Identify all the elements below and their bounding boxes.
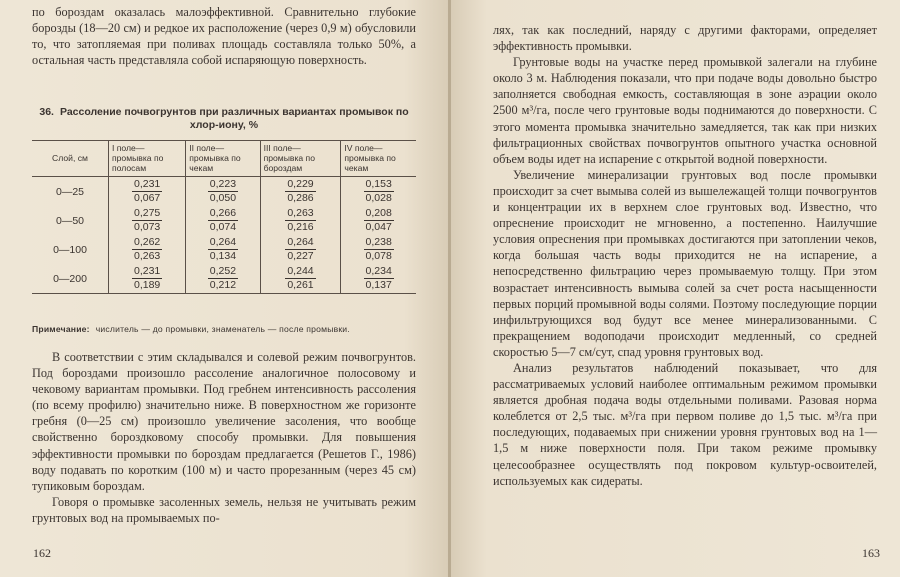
right-page <box>451 0 900 577</box>
denominator-after: 0,073 <box>133 221 161 233</box>
numerator-before: 0,208 <box>365 207 392 219</box>
page-number-right: 163 <box>862 546 880 560</box>
denominator-after: 0,074 <box>209 221 237 233</box>
header-field-4: IV поле—промывка по чекам <box>341 141 416 177</box>
denominator-after: 0,263 <box>133 250 161 262</box>
numerator-before: 0,264 <box>287 236 314 248</box>
table-note <box>32 324 416 334</box>
value-cell <box>186 206 260 235</box>
value-cell <box>186 235 260 264</box>
fraction <box>132 207 162 234</box>
numerator-before: 0,234 <box>365 265 392 277</box>
denominator-after: 0,134 <box>209 250 237 262</box>
paragraph-text: Увеличение минерализации грунтовых вод после промывки происходит за счет вымыва солей из вышележащей толщи почвогрунтов и концентрации их в верхнем слое грунтовых вод. Известно, что опреснение происходит не мгновенно, а постепенно. Наилучшие условия опреснения при промывках достигаются при затоплении чеков, когда большая часть воды приходится не на испарение, а непосредственно фильтрацию через промываемую толщу. При этом возрастает интенсивность вымыва солей за счет роста насыщенности первых порций промывной воды солями. Поэтому последующие порции инфильтрующихся вод будут все менее минерализованными. С прекращением водоподачи происходит медленный, со средней скоростью 5—7 см/сут, спад уровня грунтовых вод. <box>493 167 877 359</box>
desalination-table <box>32 140 416 294</box>
fraction <box>208 207 238 234</box>
numerator-before: 0,252 <box>209 265 237 277</box>
numerator-before: 0,229 <box>287 178 314 190</box>
numerator-before: 0,264 <box>209 236 237 248</box>
numerator-before: 0,262 <box>133 236 161 248</box>
paragraph-text: Грунтовые воды на участке перед промывкой залегали на глубине около 3 м. Наблюдения показали, что при подаче воды довольно быстро заполняется свободная емкость, составляющая в зоне аэрации около 2500 м³/га, после чего грунтовые воды поднимаются до поверхности. С этого момента промывка значительно замедляется, так как при низких фильтрационных свойствах почвогрунтов опытного участка основной объем воды идет на испарение с открытой водной поверхности. <box>493 55 877 166</box>
denominator-after: 0,137 <box>365 279 392 291</box>
paragraph-text: В соответствии с этим складывался и солевой режим почвогрунтов. Под бороздами произошло рассоление аналогичное полосовому и чековому вариантам промывки. Под гребнем интенсивность рассоления (по всему профилю) значительно ниже. В поверхностном же горизонте гребня (0—25 см) произошло увеличение засоления, что вообще свойственно бороздковому способу промывки. Для повышения эффективности промывки по бороздам предлагается (Решетов Г., 1986) воду подавать по коротким (100 м) и часто прорезанным (через 45 см) тупиковым бороздам. <box>32 350 416 493</box>
layer-cell: 0—25 <box>32 177 109 207</box>
numerator-before: 0,244 <box>287 265 314 277</box>
paragraph-text: Анализ результатов наблюдений показывает, что для рассматриваемых условий наиболее оптимальным режимом промывки является дробная подача воды отдельными поливами. Разовая норма колеблется от 2,5 тыс. м³/га при первом поливе до 1,5 тыс. м³/га при последующих, подаваемых при снижении уровня грунтовых вод на 1—1,5 м ниже поверхности поля. При таком режиме промывку целесообразнее осуществлять под покровом культур-освоителей, используемых как сидераты. <box>493 360 877 488</box>
note-text: числитель — до промывки, знаменатель — после промывки. <box>95 324 350 334</box>
fraction <box>132 178 162 205</box>
denominator-after: 0,286 <box>287 192 314 204</box>
value-cell <box>186 177 260 207</box>
header-field-1: I поле—промывка по полосам <box>109 141 186 177</box>
note-label: Примечание: <box>32 324 90 334</box>
denominator-after: 0,028 <box>365 192 392 204</box>
paragraph-text: лях, так как последний, наряду с другими факторами, определяет эффективность промывки. <box>493 23 877 54</box>
denominator-after: 0,067 <box>133 192 161 204</box>
numerator-before: 0,275 <box>133 207 161 219</box>
denominator-after: 0,078 <box>365 250 392 262</box>
denominator-after: 0,261 <box>287 279 314 291</box>
denominator-after: 0,189 <box>133 279 161 291</box>
fraction <box>208 178 238 205</box>
paragraph-text: по бороздам оказалась малоэффективной. Сравнительно глубокие борозды (18—20 см) и редкое их расположение (через 0,9 м) обусловили то, что затопляемая при поливах площадь составляла только 50%, а остальная часть представляла собой испаряющую поверхность. <box>32 5 416 68</box>
table-number: 36. <box>39 106 54 118</box>
value-cell <box>341 264 416 294</box>
left-top-paragraph <box>32 4 416 68</box>
numerator-before: 0,266 <box>209 207 237 219</box>
value-cell <box>260 206 341 235</box>
fraction <box>208 265 238 292</box>
fraction <box>208 236 238 263</box>
left-bottom-text <box>32 349 416 526</box>
fraction <box>364 265 394 292</box>
fraction <box>364 207 394 234</box>
header-field-3: III поле—промывка по бороздам <box>260 141 341 177</box>
fraction <box>132 236 162 263</box>
value-cell <box>341 206 416 235</box>
header-layer: Слой, см <box>32 141 109 177</box>
table-row <box>32 235 416 264</box>
header-field-2: II поле—промывка по чекам <box>186 141 260 177</box>
denominator-after: 0,047 <box>365 221 392 233</box>
value-cell <box>109 235 186 264</box>
numerator-before: 0,238 <box>365 236 392 248</box>
page-number-left: 162 <box>33 546 51 560</box>
fraction <box>285 178 315 205</box>
table-row <box>32 177 416 207</box>
right-body-text <box>493 22 877 489</box>
value-cell <box>341 235 416 264</box>
fraction <box>132 265 162 292</box>
denominator-after: 0,227 <box>287 250 314 262</box>
value-cell <box>341 177 416 207</box>
fraction <box>285 236 315 263</box>
fraction <box>364 178 394 205</box>
numerator-before: 0,231 <box>133 265 161 277</box>
value-cell <box>186 264 260 294</box>
value-cell <box>109 206 186 235</box>
left-page <box>0 0 449 577</box>
numerator-before: 0,263 <box>287 207 314 219</box>
fraction <box>285 207 315 234</box>
table-header-row <box>32 141 416 177</box>
table-row <box>32 264 416 294</box>
fraction <box>285 265 315 292</box>
value-cell <box>260 177 341 207</box>
paragraph-text: Говоря о промывке засоленных земель, нельзя не учитывать режим грунтовых вод на промываемых по- <box>32 494 416 525</box>
fraction <box>364 236 394 263</box>
value-cell <box>260 235 341 264</box>
numerator-before: 0,153 <box>365 178 392 190</box>
table-body <box>32 177 416 294</box>
table-row <box>32 206 416 235</box>
table-title <box>32 106 416 132</box>
value-cell <box>109 177 186 207</box>
denominator-after: 0,050 <box>209 192 237 204</box>
denominator-after: 0,212 <box>209 279 237 291</box>
denominator-after: 0,216 <box>287 221 314 233</box>
layer-cell: 0—200 <box>32 264 109 294</box>
numerator-before: 0,231 <box>133 178 161 190</box>
value-cell <box>109 264 186 294</box>
table-title-text: Рассоление почвогрунтов при различных вариантах промывок по хлор-иону, % <box>59 106 409 131</box>
layer-cell: 0—100 <box>32 235 109 264</box>
numerator-before: 0,223 <box>209 178 237 190</box>
layer-cell: 0—50 <box>32 206 109 235</box>
value-cell <box>260 264 341 294</box>
